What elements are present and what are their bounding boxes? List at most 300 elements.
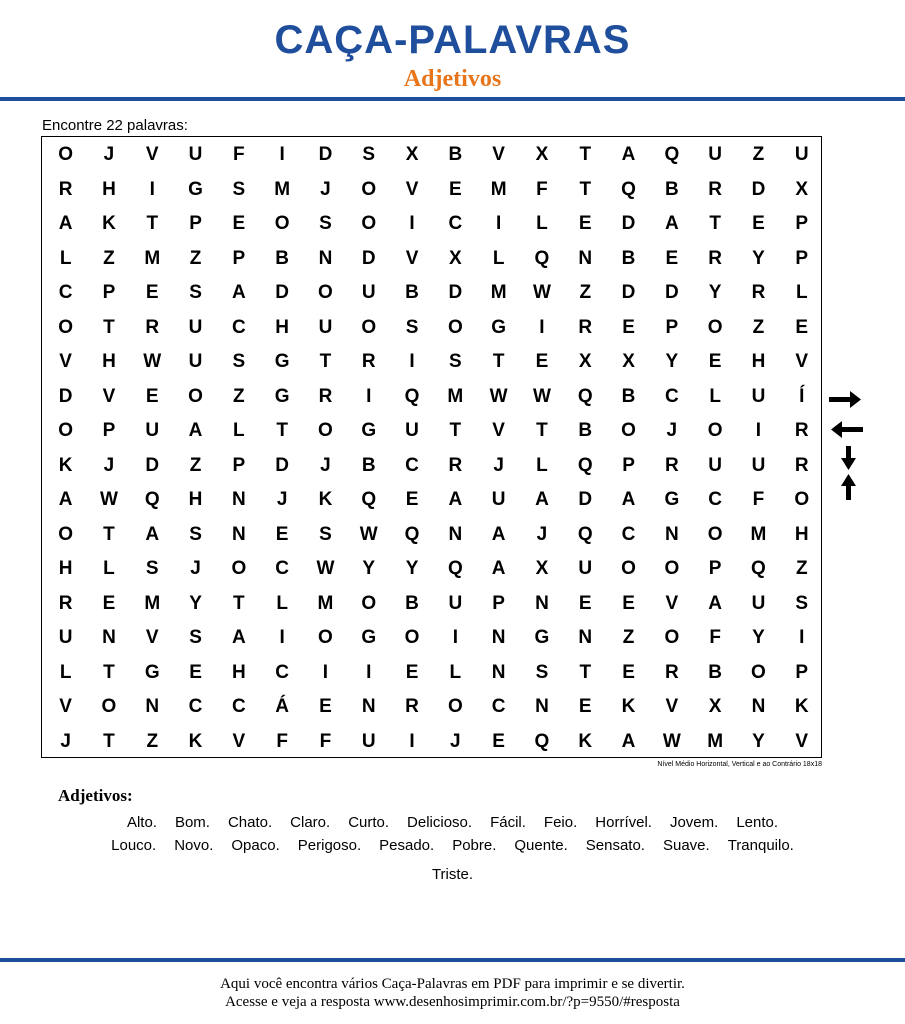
- grid-letter: B: [361, 454, 376, 476]
- word-list-item: Pobre.: [452, 837, 497, 854]
- grid-letter: I: [366, 385, 372, 407]
- grid-letter: U: [405, 420, 419, 441]
- down-arrow-icon: [841, 446, 856, 470]
- direction-legend: [826, 386, 866, 502]
- grid-letter: A: [58, 213, 73, 234]
- grid-letter: J: [103, 454, 115, 476]
- word-list-item: Lento.: [736, 814, 779, 831]
- grid-letter: O: [274, 213, 290, 234]
- grid-letter: G: [274, 385, 290, 407]
- grid-letter: Q: [534, 730, 550, 752]
- page-title: CAÇA-PALAVRAS: [274, 18, 631, 62]
- grid-letter: O: [361, 178, 377, 200]
- grid-letter: I: [279, 144, 285, 165]
- grid-letter: H: [231, 661, 246, 683]
- grid-letter: U: [361, 282, 376, 303]
- grid-letter: E: [578, 592, 592, 614]
- grid-letter: W: [99, 489, 118, 510]
- grid-letter: L: [536, 213, 548, 234]
- grid-letter: C: [405, 454, 419, 476]
- grid-letter: I: [452, 627, 458, 648]
- grid-letter: E: [189, 661, 202, 683]
- grid-letter: R: [664, 454, 679, 476]
- word-list-heading: Adjetivos:: [58, 786, 133, 805]
- grid-letter: E: [145, 282, 159, 303]
- grid-letter: B: [405, 592, 419, 614]
- grid-letter: L: [536, 454, 548, 476]
- grid-letter: J: [536, 523, 548, 545]
- word-list-item: Delicioso.: [407, 814, 473, 831]
- grid-letter: A: [621, 144, 636, 165]
- grid-letter: D: [578, 489, 593, 510]
- grid-letter: I: [322, 661, 329, 683]
- grid-letter: Y: [405, 558, 419, 579]
- word-list-item: Pesado.: [379, 837, 435, 854]
- grid-letter: T: [536, 420, 548, 441]
- grid-letter: H: [794, 523, 809, 545]
- grid-letter: W: [532, 385, 551, 407]
- grid-letter: C: [58, 282, 73, 303]
- grid-letter: A: [231, 282, 246, 303]
- grid-letter: E: [319, 696, 332, 717]
- grid-letter: R: [405, 696, 419, 717]
- grid-letter: T: [103, 730, 115, 752]
- grid-letter: S: [319, 213, 332, 234]
- grid-letter: X: [405, 144, 419, 165]
- grid-letter: Q: [534, 247, 550, 269]
- grid-row: [42, 483, 821, 518]
- grid-letter: U: [188, 351, 203, 372]
- up-arrow-icon: [841, 474, 856, 500]
- grid-row: [42, 311, 821, 346]
- word-list-item: Feio.: [543, 814, 578, 831]
- word-list-item: Chato.: [227, 814, 273, 831]
- grid-letter: E: [622, 316, 635, 338]
- grid-letter: O: [58, 144, 74, 165]
- grid-letter: S: [535, 661, 549, 683]
- grid-letter: V: [795, 351, 809, 372]
- grid-letter: A: [535, 489, 549, 510]
- grid-letter: R: [58, 592, 73, 614]
- grid-letter: Z: [103, 247, 115, 269]
- grid-letter: B: [621, 247, 636, 269]
- grid-letter: M: [707, 730, 724, 752]
- grid-letter: U: [578, 558, 593, 579]
- grid-letter: J: [493, 454, 504, 476]
- word-list-item: Novo.: [174, 837, 214, 854]
- grid-letter: A: [231, 627, 246, 648]
- grid-letter: D: [318, 144, 333, 165]
- grid-letter: O: [361, 592, 377, 614]
- bottom-divider: [0, 958, 905, 962]
- word-list-item: Sensato.: [585, 837, 645, 854]
- grid-letter: V: [492, 420, 505, 441]
- word-list-item: Bom.: [174, 814, 210, 831]
- grid-letter: A: [621, 730, 636, 752]
- grid-letter: N: [448, 523, 463, 545]
- grid-letter: Í: [799, 385, 805, 407]
- grid-letter: O: [664, 558, 680, 579]
- page-subtitle: Adjetivos: [403, 66, 502, 92]
- grid-letter: A: [491, 523, 506, 545]
- grid-letter: H: [102, 178, 116, 200]
- grid-letter: U: [708, 454, 723, 476]
- grid-row: [42, 138, 821, 173]
- right-arrow-icon: [829, 391, 861, 408]
- grid-letter: F: [319, 730, 332, 752]
- grid-letter: S: [232, 351, 246, 372]
- grid-letter: E: [275, 523, 289, 545]
- grid-letter: I: [366, 661, 372, 683]
- grid-letter: S: [189, 523, 202, 545]
- grid-letter: P: [492, 592, 505, 614]
- grid-letter: Z: [189, 454, 202, 476]
- grid-letter: E: [578, 213, 592, 234]
- left-arrow-icon: [831, 421, 863, 438]
- grid-letter: U: [751, 385, 766, 407]
- grid-letter: K: [188, 730, 203, 752]
- grid-letter: A: [448, 489, 463, 510]
- grid-letter: U: [491, 489, 506, 510]
- grid-letter: E: [405, 661, 419, 683]
- grid-row: [42, 587, 821, 622]
- grid-letter: M: [274, 178, 291, 200]
- grid-row: [42, 449, 821, 484]
- word-list-item: Opaco.: [231, 837, 280, 854]
- grid-letter: V: [232, 730, 246, 752]
- word-list-item: Alto.: [126, 814, 157, 831]
- grid-letter: V: [665, 696, 679, 717]
- grid-letter: S: [145, 558, 159, 579]
- grid-letter: A: [491, 558, 506, 579]
- grid-letter: Q: [664, 144, 680, 165]
- grid-letter: I: [496, 213, 502, 234]
- grid-letter: G: [491, 316, 507, 338]
- word-list-item: Fácil.: [490, 814, 526, 831]
- grid-letter: W: [489, 385, 508, 407]
- grid-letter: D: [275, 282, 290, 303]
- grid-letter: Z: [795, 558, 808, 579]
- word-list-line-3: [0, 866, 905, 884]
- grid-letter: D: [664, 282, 679, 303]
- grid-letter: D: [58, 385, 73, 407]
- word-search-grid: [41, 136, 822, 758]
- grid-letter: Z: [189, 247, 202, 269]
- grid-letter: A: [664, 213, 679, 234]
- grid-letter: R: [708, 247, 723, 269]
- grid-letter: I: [799, 627, 805, 648]
- grid-letter: V: [59, 351, 72, 372]
- grid-letter: U: [708, 144, 723, 165]
- footer-line-2: Acesse e veja a resposta www.desenhosimprimir.com.br/?p=9550/#resposta: [225, 994, 680, 1010]
- grid-row: [42, 276, 821, 311]
- grid-letter: W: [143, 351, 162, 372]
- grid-letter: J: [103, 144, 115, 165]
- grid-letter: V: [405, 247, 419, 269]
- grid-letter: N: [535, 696, 549, 717]
- grid-letter: R: [361, 351, 376, 372]
- grid-letter: O: [361, 213, 377, 234]
- word-list-line-2: [0, 837, 905, 855]
- grid-letter: S: [189, 627, 202, 648]
- grid-letter: Z: [233, 385, 245, 407]
- grid-letter: O: [58, 420, 74, 441]
- grid-letter: G: [361, 420, 377, 441]
- grid-letter: I: [279, 627, 285, 648]
- grid-row: [42, 380, 821, 415]
- grid-letter: K: [102, 213, 116, 234]
- grid-letter: O: [664, 627, 680, 648]
- grid-letter: D: [145, 454, 160, 476]
- grid-letter: O: [447, 696, 463, 717]
- grid-letter: Z: [752, 144, 765, 165]
- grid-row: [42, 518, 821, 553]
- grid-letter: W: [316, 558, 335, 579]
- grid-letter: Z: [752, 316, 765, 338]
- grid-letter: O: [361, 316, 377, 338]
- grid-letter: P: [232, 454, 246, 476]
- grid-letter: M: [750, 523, 767, 545]
- grid-letter: M: [490, 282, 507, 303]
- grid-letter: H: [751, 351, 766, 372]
- grid-letter: I: [149, 178, 155, 200]
- grid-letter: G: [188, 178, 203, 200]
- grid-letter: B: [664, 178, 679, 200]
- grid-letter: P: [232, 247, 246, 269]
- grid-letter: N: [231, 523, 246, 545]
- grid-letter: O: [318, 627, 333, 648]
- grid-letter: S: [448, 351, 462, 372]
- grid-letter: B: [448, 144, 463, 165]
- grid-letter: U: [794, 144, 809, 165]
- grid-letter: Q: [404, 385, 420, 407]
- grid-letter: T: [579, 178, 592, 200]
- grid-letter: Q: [404, 523, 420, 545]
- grid-letter: N: [491, 627, 506, 648]
- grid-letter: J: [276, 489, 288, 510]
- grid-letter: C: [448, 213, 463, 234]
- grid-letter: Q: [361, 489, 377, 510]
- grid-letter: E: [405, 489, 419, 510]
- grid-letter: A: [621, 489, 636, 510]
- grid-letter: Q: [751, 558, 766, 579]
- grid-letter: J: [450, 730, 461, 752]
- grid-letter: E: [145, 385, 159, 407]
- grid-letter: U: [145, 420, 160, 441]
- grid-letter: L: [709, 385, 721, 407]
- grid-letter: I: [539, 316, 545, 338]
- grid-letter: L: [492, 247, 505, 269]
- grid-letter: O: [621, 420, 636, 441]
- grid-letter: N: [578, 627, 593, 648]
- grid-letter: P: [795, 661, 809, 683]
- grid-letter: Z: [622, 627, 635, 648]
- grid-letter: T: [103, 316, 115, 338]
- grid-letter: J: [320, 454, 331, 476]
- grid-letter: F: [752, 489, 765, 510]
- grid-letter: L: [59, 661, 72, 683]
- grid-letter: G: [361, 627, 377, 648]
- grid-letter: H: [102, 351, 116, 372]
- grid-letter: O: [188, 385, 203, 407]
- grid-letter: W: [662, 730, 681, 752]
- grid-letter: R: [318, 385, 333, 407]
- grid-letter: C: [664, 385, 679, 407]
- grid-letter: C: [275, 558, 290, 579]
- grid-letter: E: [665, 247, 679, 269]
- grid-letter: J: [60, 730, 71, 752]
- grid-letter: G: [144, 661, 160, 683]
- grid-letter: R: [145, 316, 160, 338]
- grid-letter: U: [318, 316, 333, 338]
- grid-letter: K: [578, 730, 593, 752]
- grid-letter: V: [405, 178, 419, 200]
- grid-letter: A: [58, 489, 73, 510]
- grid-letter: N: [102, 627, 116, 648]
- word-list-item: Quente.: [514, 837, 568, 854]
- grid-letter: M: [447, 385, 464, 407]
- grid-letter: S: [189, 282, 202, 303]
- grid-letter: P: [795, 247, 809, 269]
- grid-letter: Y: [752, 247, 765, 269]
- grid-letter: R: [664, 661, 679, 683]
- grid-letter: D: [621, 213, 636, 234]
- grid-letter: B: [621, 385, 636, 407]
- grid-letter: E: [622, 661, 635, 683]
- grid-letter: J: [320, 178, 331, 200]
- grid-row: [42, 552, 821, 587]
- grid-letter: E: [448, 178, 462, 200]
- word-list-item: Curto.: [348, 814, 390, 831]
- grid-letter: T: [709, 213, 721, 234]
- grid-letter: F: [536, 178, 548, 200]
- grid-letter: T: [492, 351, 505, 372]
- grid-letter: K: [621, 696, 636, 717]
- grid-letter: O: [794, 489, 810, 510]
- grid-letter: Q: [577, 523, 593, 545]
- grid-letter: N: [535, 592, 549, 614]
- grid-letter: Q: [447, 558, 463, 579]
- grid-letter: Q: [577, 385, 593, 407]
- grid-letter: E: [622, 592, 635, 614]
- grid-letter: L: [103, 558, 115, 579]
- grid-letter: F: [709, 627, 721, 648]
- grid-letter: Y: [665, 351, 679, 372]
- grid-row: [42, 345, 821, 380]
- grid-letter: F: [276, 730, 288, 752]
- grid-letter: E: [535, 351, 549, 372]
- grid-letter: B: [708, 661, 723, 683]
- grid-letter: E: [708, 351, 722, 372]
- grid-letter: O: [404, 627, 420, 648]
- grid-letter: U: [361, 730, 376, 752]
- grid-letter: O: [707, 523, 723, 545]
- grid-letter: E: [795, 316, 809, 338]
- grid-letter: W: [532, 282, 551, 303]
- grid-letter: H: [58, 558, 73, 579]
- grid-letter: T: [233, 592, 245, 614]
- grid-letter: U: [751, 454, 766, 476]
- grid-letter: G: [664, 489, 680, 510]
- grid-letter: C: [188, 696, 203, 717]
- grid-letter: S: [232, 178, 246, 200]
- grid-letter: I: [409, 730, 415, 752]
- grid-letter: B: [405, 282, 419, 303]
- grid-letter: K: [318, 489, 333, 510]
- grid-letter: P: [189, 213, 202, 234]
- grid-letter: Q: [621, 178, 636, 200]
- grid-letter: M: [490, 178, 507, 200]
- grid-letter: Q: [144, 489, 160, 510]
- word-list-item: Claro.: [290, 814, 331, 831]
- grid-letter: X: [622, 351, 635, 372]
- grid-letter: N: [751, 696, 766, 717]
- grid-row: [42, 207, 821, 242]
- word-list-item: Jovem.: [669, 814, 719, 831]
- grid-letter: D: [361, 247, 376, 269]
- grid-letter: N: [664, 523, 679, 545]
- grid-letter: E: [752, 213, 765, 234]
- grid-letter: C: [231, 316, 246, 338]
- grid-letter: Q: [577, 454, 593, 476]
- grid-letter: C: [231, 696, 246, 717]
- grid-letter: I: [409, 213, 415, 234]
- grid-letter: U: [751, 592, 766, 614]
- grid-letter: S: [319, 523, 332, 545]
- grid-letter: P: [102, 282, 116, 303]
- grid-letter: U: [188, 144, 203, 165]
- grid-letter: O: [751, 661, 766, 683]
- grid-letter: O: [621, 558, 636, 579]
- grid-letter: Z: [146, 730, 159, 752]
- grid-letter: T: [579, 144, 592, 165]
- grid-letter: P: [708, 558, 722, 579]
- grid-letter: N: [361, 696, 376, 717]
- grid-letter: F: [233, 144, 245, 165]
- grid-letter: C: [491, 696, 506, 717]
- grid-letter: R: [448, 454, 463, 476]
- grid-letter: X: [448, 247, 462, 269]
- grid-letter: B: [578, 420, 593, 441]
- grid-letter: O: [318, 420, 333, 441]
- grid-letter: P: [622, 454, 635, 476]
- grid-letter: P: [795, 213, 809, 234]
- grid-letter: N: [145, 696, 160, 717]
- grid-letter: J: [190, 558, 201, 579]
- grid-row: [42, 173, 821, 208]
- word-list-item: Suave.: [662, 837, 710, 854]
- grid-letter: Y: [752, 627, 765, 648]
- grid-letter: A: [145, 523, 160, 545]
- word-list-item: Perigoso.: [297, 837, 362, 854]
- grid-letter: S: [795, 592, 809, 614]
- grid-letter: T: [103, 523, 115, 545]
- grid-letter: V: [795, 730, 809, 752]
- grid-letter: U: [448, 592, 463, 614]
- grid-letter: Y: [752, 730, 765, 752]
- grid-letter: O: [447, 316, 463, 338]
- grid-letter: X: [535, 558, 549, 579]
- grid-letter: L: [59, 247, 72, 269]
- top-divider: [0, 97, 905, 101]
- grid-letter: V: [145, 627, 159, 648]
- grid-letter: E: [232, 213, 246, 234]
- grid-row: [42, 414, 821, 449]
- grid-letter: T: [276, 420, 288, 441]
- grid-letter: Y: [189, 592, 202, 614]
- grid-letter: O: [58, 523, 74, 545]
- grid-letter: T: [449, 420, 462, 441]
